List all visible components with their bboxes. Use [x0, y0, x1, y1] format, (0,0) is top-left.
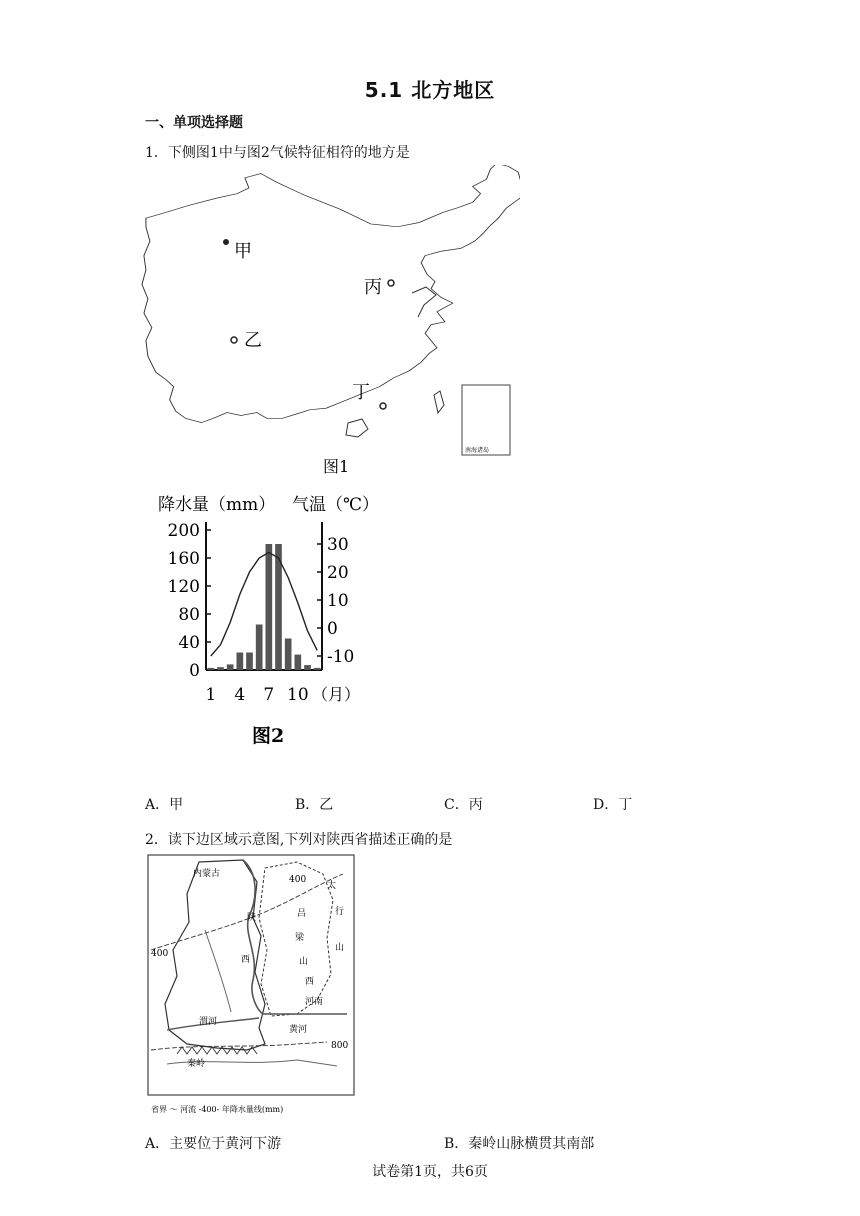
x-tick-label: 10 — [287, 685, 309, 705]
label-wei-river: 渭河 — [199, 1017, 218, 1027]
x-tick-label: 4 — [234, 685, 246, 705]
map-frame — [148, 855, 354, 1095]
question-1-stem: 1．下侧图1中与图2气候特征相符的地方是 — [145, 145, 410, 161]
q1-option-a[interactable]: A．甲 — [145, 797, 184, 813]
y-left-tick-label: 160 — [167, 549, 200, 569]
svg-text:梁: 梁 — [295, 933, 305, 943]
figure-1-china-map — [140, 165, 520, 475]
label-jia: 甲 — [234, 241, 252, 262]
figure-2-climate-chart — [150, 488, 395, 748]
svg-text:山: 山 — [335, 943, 345, 953]
label-800: 800 — [331, 1041, 349, 1051]
y-left-tick-label: 40 — [178, 633, 200, 653]
page-title: 5.1 北方地区 — [364, 78, 496, 102]
precip-bar — [314, 668, 321, 670]
y-left-tick-label: 0 — [189, 661, 200, 681]
label-ding: 丁 — [352, 382, 370, 403]
label-yi: 乙 — [244, 330, 262, 351]
label-henan: 河南 — [305, 997, 324, 1007]
precip-bar — [227, 664, 234, 670]
svg-text:西: 西 — [305, 977, 315, 987]
svg-text:太: 太 — [327, 881, 337, 891]
temperature-line — [211, 552, 317, 656]
label-yellow-river: 黄河 — [289, 1025, 308, 1035]
point-yi — [231, 337, 237, 343]
isohyet-800 — [151, 1042, 327, 1050]
question-2-stem: 2．读下边区域示意图,下列对陕西省描述正确的是 — [145, 832, 453, 848]
precip-bar — [208, 668, 215, 670]
label-400-west: 400 — [151, 949, 169, 959]
x-tick-label: 1 — [205, 685, 217, 705]
svg-text:吕: 吕 — [297, 909, 307, 919]
bohai-coast — [412, 287, 436, 317]
inset-caption: 南海诸岛 — [465, 447, 490, 454]
q1-option-c[interactable]: C．丙 — [444, 797, 483, 813]
y-right-title: 气温（℃） — [292, 495, 380, 515]
svg-text:山: 山 — [299, 957, 309, 967]
section-heading: 一、单项选择题 — [145, 115, 243, 131]
precip-bar — [304, 665, 311, 670]
precip-bar — [266, 544, 273, 670]
svg-text:西: 西 — [241, 955, 251, 965]
y-right-tick-label: 30 — [327, 535, 349, 555]
svg-text:行: 行 — [335, 907, 345, 917]
y-left-tick-label: 200 — [167, 521, 200, 541]
precip-bar — [237, 653, 244, 671]
q2-option-a[interactable]: A．主要位于黄河下游 — [145, 1136, 282, 1152]
precip-bar — [246, 653, 253, 671]
precip-bar — [256, 625, 263, 671]
china-outline — [142, 165, 520, 423]
y-right-tick-label: 10 — [327, 591, 349, 611]
point-bing — [388, 280, 394, 286]
y-right-tick-label: 20 — [327, 563, 349, 583]
precip-bar — [217, 667, 224, 670]
chart-plot-area — [168, 521, 355, 705]
y-right-tick-label: -10 — [327, 647, 355, 667]
taiwan-island — [434, 391, 444, 413]
label-inner-mongolia: 内蒙古 — [193, 869, 221, 879]
precip-bar — [285, 639, 292, 671]
label-400-north: 400 — [289, 875, 307, 885]
x-tick-label: 7 — [263, 685, 275, 705]
svg-text:陕: 陕 — [247, 913, 257, 923]
page-footer: 试卷第1页，共6页 — [372, 1164, 488, 1180]
point-ding — [380, 403, 386, 409]
label-qinling: 秦岭 — [187, 1059, 206, 1069]
point-jia — [223, 239, 229, 245]
figure-shaanxi-region-map — [147, 854, 357, 1117]
y-left-tick-label: 80 — [178, 605, 200, 625]
label-bing: 丙 — [364, 277, 382, 298]
y-left-title: 降水量（mm） — [158, 495, 276, 515]
y-left-tick-label: 120 — [167, 577, 200, 597]
luo-river — [205, 930, 231, 1012]
map-legend: 省界 〜 河流 -400- 年降水量线(mm) — [151, 1105, 284, 1114]
hainan-island — [346, 419, 368, 437]
month-unit: （月） — [312, 685, 361, 704]
q1-option-d[interactable]: D．丁 — [593, 797, 633, 813]
figure-1-caption: 图1 — [323, 457, 350, 475]
figure-2-caption: 图2 — [252, 725, 285, 747]
precip-bar — [295, 655, 302, 670]
south-china-sea-inset — [462, 385, 510, 455]
q2-option-b[interactable]: B．秦岭山脉横贯其南部 — [444, 1136, 595, 1152]
q1-option-b[interactable]: B．乙 — [295, 797, 334, 813]
y-right-tick-label: 0 — [327, 619, 338, 639]
